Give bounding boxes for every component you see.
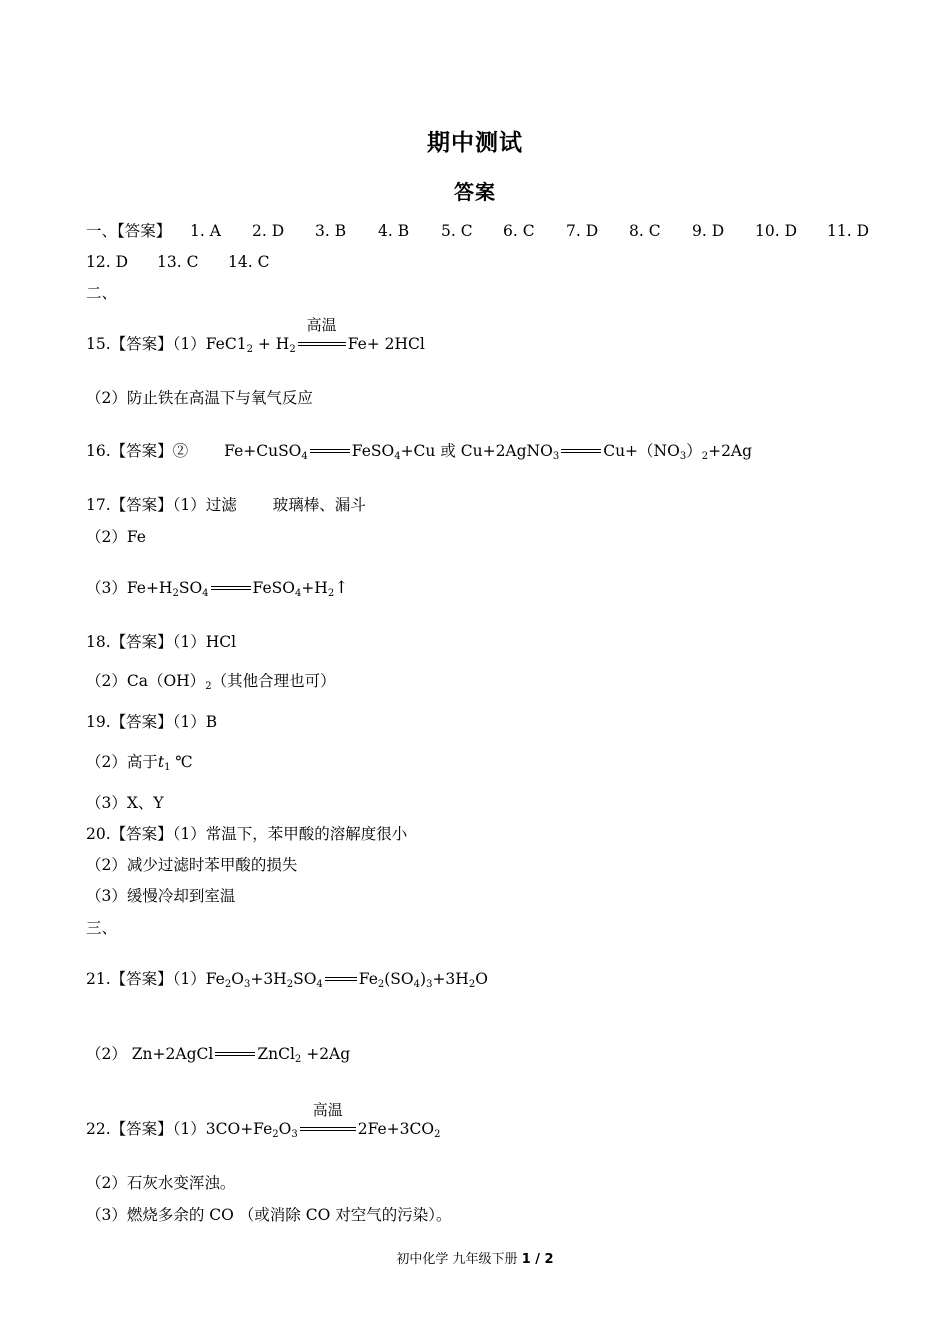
q17-sub: 2 (327, 588, 335, 599)
q15-eq-part: + H (252, 335, 290, 353)
q18-sub: 2 (205, 681, 212, 692)
q17-line3 (86, 578, 348, 598)
q16-part: Fe+CuSO (224, 442, 302, 460)
q22-part: 2Fe+3CO (357, 1120, 435, 1138)
q21-sub: 2 (294, 1054, 302, 1065)
section3-label: 三、 (86, 919, 118, 937)
q22-sub: 2 (434, 1129, 441, 1140)
answer-10: 10. D (755, 222, 798, 240)
q21-part: （2） Zn+2AgCl (86, 1045, 214, 1063)
q16-part: Cu+（NO (603, 442, 680, 460)
q17-sub: 4 (294, 588, 302, 599)
reaction-arrow (213, 1044, 257, 1064)
reaction-arrow (296, 316, 348, 354)
q21-sub: 2 (468, 979, 476, 990)
q21-part: ZnCl (257, 1045, 295, 1063)
q16-sub: 3 (679, 451, 687, 462)
q18-line1: 18.【答案】（1）HCl (86, 633, 237, 651)
q19-part: ℃ (170, 753, 193, 771)
answer-1: 1. A (190, 222, 221, 240)
q17-part: SO (178, 579, 203, 597)
q19-sub: 1 (164, 762, 171, 773)
answer-9: 9. D (692, 222, 725, 240)
q16-sub: 3 (552, 451, 560, 462)
answer-4: 4. B (378, 222, 410, 240)
reaction-condition: 高温 (312, 1101, 343, 1119)
answer-3: 3. B (315, 222, 347, 240)
q22-line3: （3）燃烧多余的 CO （或消除 CO 对空气的污染）。 (86, 1206, 452, 1224)
q17-part: +H (301, 579, 328, 597)
q16-part: +2Ag (708, 442, 753, 460)
answer-7: 7. D (566, 222, 599, 240)
footer-text: 初中化学 九年级下册 (396, 1252, 522, 1267)
q22-part: O (278, 1120, 292, 1138)
q15-line1 (86, 316, 425, 355)
q21-sub: 3 (426, 979, 433, 990)
q19-part: （2）高于 (86, 753, 158, 771)
q21-line2 (86, 1044, 350, 1064)
reaction-arrow (308, 441, 352, 461)
q18-part: （2）Ca（OH） (86, 672, 206, 690)
q19-line2 (86, 752, 193, 772)
q17-sub: 2 (172, 588, 179, 599)
q22-head: 22.【答案】（1）3CO+Fe (86, 1120, 273, 1138)
q20-line2: （2）减少过滤时苯甲酸的损失 (86, 856, 298, 874)
q21-part: +3H (432, 970, 469, 988)
answer-8: 8. C (629, 222, 661, 240)
page-footer (0, 1248, 950, 1267)
section2-label: 二、 (86, 284, 118, 302)
gas-up-arrow-icon: ↑ (334, 578, 349, 598)
q16-sub: 4 (394, 451, 401, 462)
q17-sub: 4 (202, 588, 209, 599)
q21-line1 (86, 969, 488, 989)
q17-part: 玻璃棒、漏斗 (272, 496, 366, 514)
q16-part: FeSO (351, 442, 395, 460)
reaction-arrow (559, 441, 603, 461)
q19-line3: （3）X、Y (86, 794, 164, 812)
reaction-condition: 高温 (306, 316, 337, 334)
q15-sub: 2 (289, 344, 296, 355)
q16-sub: 2 (701, 451, 709, 462)
q17-line1 (86, 495, 366, 515)
q21-part: Fe (358, 970, 378, 988)
q20-line1: 20.【答案】（1）常温下，苯甲酸的溶解度很小 (86, 825, 408, 843)
q22-sub: 3 (291, 1129, 298, 1140)
q21-part: +2Ag (301, 1045, 351, 1063)
q16-part: ） (686, 442, 702, 460)
q22-line1 (86, 1101, 441, 1140)
q16-part: +Cu 或 Cu+2AgNO (400, 442, 553, 460)
q15-head: 15.【答案】（1） (86, 335, 206, 353)
q20-line3: （3）缓慢冷却到室温 (86, 887, 236, 905)
q17-head: 17.【答案】（1）过滤 (86, 496, 237, 514)
q16-line (86, 441, 752, 461)
q16-sub: 4 (301, 451, 308, 462)
q21-part: (SO (384, 970, 414, 988)
q19-line1: 19.【答案】（1）B (86, 713, 218, 731)
section1-prefix: 一、【答案】 (86, 222, 172, 240)
answer-12: 12. D (86, 253, 129, 271)
answer-14: 14. C (228, 253, 270, 271)
page-title: 期中测试 (427, 130, 523, 156)
q18-part: （其他合理也可） (211, 672, 336, 690)
q21-part: Fe (205, 970, 225, 988)
q21-head: 21.【答案】（1） (86, 970, 206, 988)
page-subtitle: 答案 (454, 180, 496, 204)
q22-sub: 2 (272, 1129, 279, 1140)
section1-answers-row1 (86, 221, 171, 241)
q22-line2: （2）石灰水变浑浊。 (86, 1174, 236, 1192)
answer-13: 13. C (157, 253, 199, 271)
q17-part: （3）Fe+H (86, 579, 173, 597)
q21-sub: 4 (413, 979, 420, 990)
reaction-arrow (323, 969, 359, 989)
q18-line2 (86, 671, 336, 691)
q17-line2: （2）Fe (86, 528, 146, 546)
q21-part: ) (420, 970, 427, 988)
q21-sub: 4 (316, 979, 323, 990)
q21-part: SO (293, 970, 317, 988)
answer-5: 5. C (441, 222, 473, 240)
q21-sub: 2 (286, 979, 294, 990)
q21-part: O (231, 970, 244, 988)
q15-eq-part: Fe+ 2HCl (347, 335, 425, 353)
q21-sub: 2 (377, 979, 385, 990)
reaction-arrow (209, 578, 253, 598)
q15-line2: （2）防止铁在高温下与氧气反应 (86, 389, 313, 407)
q21-part: O (475, 970, 488, 988)
q15-eq-part: FeC1 (205, 335, 247, 353)
answer-11: 11. D (827, 222, 870, 240)
q21-part: +3H (250, 970, 287, 988)
answer-6: 6. C (503, 222, 535, 240)
q15-sub: 2 (246, 344, 253, 355)
q19-part: t (157, 753, 165, 771)
q21-sub: 3 (243, 979, 251, 990)
q16-head: 16.【答案】② (86, 442, 189, 460)
q17-part: FeSO (252, 579, 295, 597)
q21-sub: 2 (224, 979, 232, 990)
reaction-arrow (298, 1101, 358, 1139)
page-number: 1 / 2 (521, 1252, 554, 1267)
answer-2: 2. D (252, 222, 285, 240)
